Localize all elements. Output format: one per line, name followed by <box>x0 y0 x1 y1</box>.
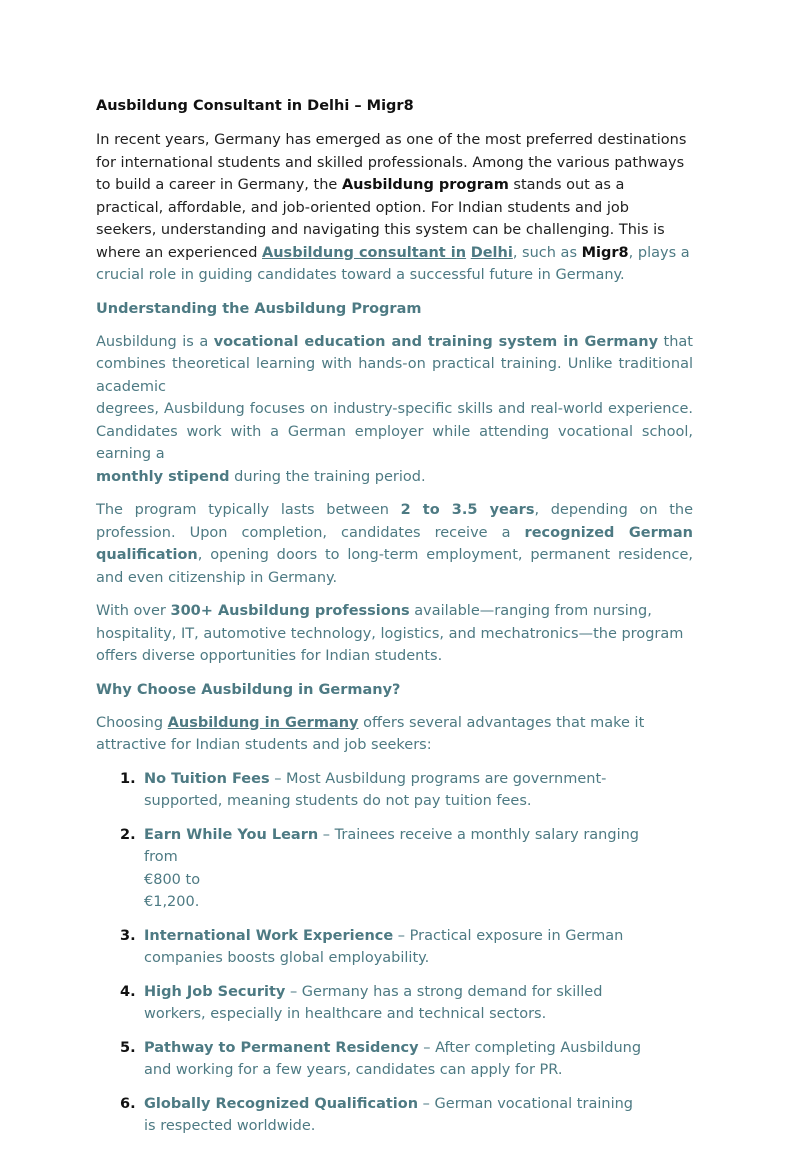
s1p3-text-1: With over <box>96 603 171 619</box>
intro-text-3: , such as <box>512 244 582 261</box>
list-number: 6. <box>120 1095 136 1112</box>
list-item-text: – German vocational training is respected worldwide. <box>144 1095 633 1134</box>
list-item-text: – Germany has a strong demand for skilled workers, especially in healthcare and technical sectors. <box>144 983 603 1022</box>
list-item-title: No Tuition Fees <box>144 770 270 787</box>
section-heading-understanding: Understanding the Ausbildung Program <box>96 300 422 317</box>
list-item-title: Globally Recognized Qualification <box>144 1095 419 1112</box>
intro-text-1: In recent years, Germany has emerged as one of the most preferred destinations for international students and skilled professionals. Among the various pathways to build a career in Germany, the <box>96 132 687 193</box>
intro-bold-program: Ausbildung program <box>341 177 509 193</box>
list-item-text: – Practical exposure in German companies boosts global employability. <box>144 927 624 966</box>
list-item-title: High Job Security <box>144 983 286 1000</box>
list-item <box>120 925 644 970</box>
list-item-text: – Most Ausbildung programs are government-supported, meaning students do not pay tuition fees. <box>144 770 607 809</box>
intro-text-2: stands out as a practical, affordable, and job-oriented option. For Indian students and job seekers, understanding and navigating this system can be challenging. This is where an experienced <box>96 177 665 261</box>
list-number: 1. <box>120 770 136 787</box>
document-page <box>96 96 693 1149</box>
s1p3-bold-1: 300+ Ausbildung professions <box>170 603 410 619</box>
list-item-text: – After completing Ausbildung and working for a few years, candidates can apply for PR. <box>144 1039 642 1078</box>
list-number: 3. <box>120 927 136 944</box>
list-item-title: Pathway to Permanent Residency <box>144 1039 419 1056</box>
s1p2-text-1: The program typically lasts between <box>96 502 401 518</box>
list-item <box>120 824 644 914</box>
s1p2-bold-1: 2 to 3.5 years <box>400 502 535 518</box>
list-item <box>120 981 644 1026</box>
link-ausbildung-consultant[interactable]: Ausbildung consultant in <box>262 244 467 261</box>
s1p3-text-2: available—ranging from nursing, hospitality, IT, automotive technology, logistics, and mechatronics—the program offers diverse opportunities for Indian students. <box>96 603 684 664</box>
intro-paragraph <box>96 129 693 287</box>
s1p1-text-1: Ausbildung is a <box>96 333 214 350</box>
document-title: Ausbildung Consultant in Delhi – Migr8 <box>96 98 414 114</box>
s1p1-bold-2: monthly stipend <box>96 468 230 485</box>
s1p2-text-3: , opening doors to long-term employment, permanent residence, and even citizenship in Germany. <box>96 547 693 586</box>
list-item <box>120 1093 644 1138</box>
section-heading-why-choose: Why Choose Ausbildung in Germany? <box>96 681 401 698</box>
list-item-title: Earn While You Learn <box>144 826 319 843</box>
section1-paragraph-3 <box>96 600 693 668</box>
s2-intro-text-1: Choosing <box>96 714 168 731</box>
list-item-text: – Trainees receive a monthly salary ranging from <box>144 826 639 865</box>
list-number: 4. <box>120 983 136 1000</box>
list-item-title: International Work Experience <box>144 927 394 944</box>
s1p1-text-4: during the training period. <box>229 468 426 485</box>
section1-paragraph-1 <box>96 331 693 489</box>
s1p1-text-3: degrees, Ausbildung focuses on industry-specific skills and real-world experience. Candidates work with a German employer while attending vocational school, earning a <box>96 401 693 462</box>
link-delhi[interactable]: Delhi <box>470 244 513 261</box>
s1p1-text-2: that combines theoretical learning with hands-on practical training. Unlike traditional academic <box>96 333 693 395</box>
s1p2-text-2: , depending on the profession. Upon completion, candidates receive a <box>96 502 693 541</box>
s1p2-bold-2: recognized German qualification <box>96 524 693 563</box>
section1-paragraph-2 <box>96 499 693 589</box>
intro-bold-migr8: Migr8 <box>581 244 629 261</box>
intro-text-4: , plays a crucial role in guiding candidates toward a successful future in Germany. <box>96 244 690 283</box>
link-ausbildung-in-germany[interactable]: Ausbildung in Germany <box>167 714 359 731</box>
s1p1-bold-1: vocational education and training system in Germany <box>213 333 659 350</box>
list-item <box>120 768 644 813</box>
advantages-list <box>96 768 693 1138</box>
list-number: 2. <box>120 826 136 843</box>
list-number: 5. <box>120 1039 136 1056</box>
list-item-text-extra-1: €800 to <box>144 871 201 888</box>
list-item <box>120 1037 644 1082</box>
section2-intro-paragraph <box>96 712 693 757</box>
s2-intro-text-2: offers several advantages that make it attractive for Indian students and job seekers: <box>96 714 645 753</box>
list-item-text-extra-2: €1,200. <box>144 894 200 910</box>
